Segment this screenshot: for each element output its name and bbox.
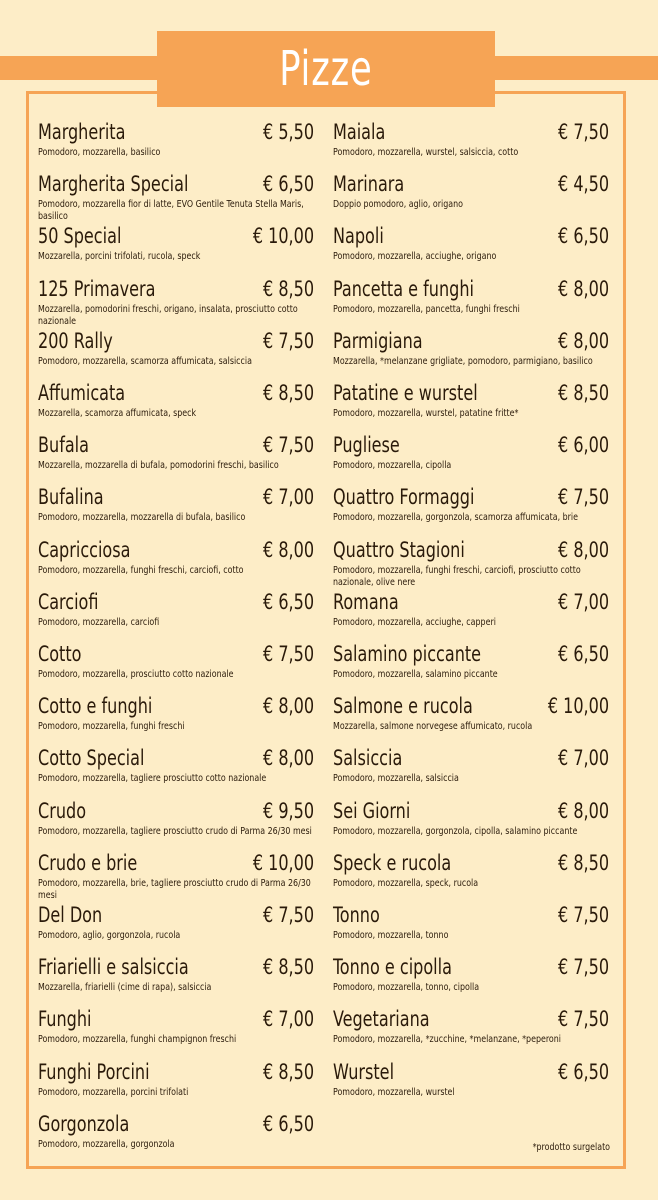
menu-item-price: € 6,50: [262, 589, 314, 614]
menu-item-header: [333, 380, 613, 407]
menu-item-price: € 7,00: [557, 589, 609, 614]
menu-item-description: Doppio pomodoro, aglio, origano: [333, 199, 463, 211]
menu-item-description: Pomodoro, mozzarella, salsiccia: [333, 773, 459, 785]
menu-item-header: [38, 641, 318, 668]
menu-item-header: [333, 798, 613, 825]
menu-item-price: € 6,50: [557, 224, 609, 249]
menu-item-description: Pomodoro, aglio, gorgonzola, rucola: [38, 930, 181, 941]
menu-item-price: € 9,50: [262, 798, 314, 823]
menu-item-description: Pomodoro, mozzarella fior di latte, EVO Gentile Tenuta Stella Maris, basilico: [38, 199, 304, 223]
menu-item-price: € 8,50: [262, 955, 314, 980]
page-title: Pizze: [279, 41, 373, 97]
menu-item-name: Carciofi: [38, 589, 99, 614]
menu-item-header: [38, 380, 318, 407]
menu-item-header: [333, 850, 613, 877]
menu-item-description: Pomodoro, mozzarella, brie, tagliere prosciutto crudo di Parma 26/30 mesi: [38, 877, 311, 901]
menu-item-header: [333, 1059, 613, 1086]
menu-item: [38, 537, 318, 577]
menu-item-name: Margherita: [38, 120, 126, 144]
menu-item-name: Cotto: [38, 642, 82, 666]
menu-item-price: € 7,50: [557, 1007, 609, 1032]
menu-item-price: € 8,00: [262, 694, 314, 719]
menu-item-name: Speck e rucola: [333, 850, 452, 875]
menu-item-header: [333, 223, 613, 250]
menu-item: [333, 484, 613, 524]
menu-item: [38, 850, 318, 902]
footnote: *prodotto surgelato: [532, 1142, 610, 1153]
menu-item: [38, 276, 318, 328]
menu-item-name: Tonno: [333, 903, 380, 927]
menu-item: [38, 902, 318, 942]
menu-item-description: Pomodoro, mozzarella, tonno: [333, 930, 449, 941]
menu-item-name: Crudo e brie: [38, 850, 138, 875]
menu-item-description: Mozzarella, salmone norvegese affumicato, rucola: [333, 721, 533, 733]
menu-item: [333, 328, 613, 368]
menu-item-header: [333, 1006, 613, 1033]
menu-item: [38, 589, 318, 629]
menu-item-header: [38, 119, 318, 146]
menu-item-description: Pomodoro, mozzarella, gorgonzola, cipolla, salamino piccante: [333, 825, 578, 837]
menu-item: [38, 1111, 318, 1151]
menu-item-name: Romana: [333, 589, 399, 614]
menu-item-description: Mozzarella, mozzarella di bufala, pomodorini freschi, basilico: [38, 460, 279, 472]
menu-item-description: Pomodoro, mozzarella, wurstel, patatine fritte*: [333, 408, 519, 419]
menu-item-header: [38, 1111, 318, 1138]
menu-item: [333, 745, 613, 785]
menu-item-description: Pomodoro, mozzarella, tagliere prosciutto crudo di Parma 26/30 mesi: [38, 825, 312, 837]
menu-item: [38, 171, 318, 223]
menu-item-price: € 7,50: [557, 120, 609, 144]
menu-item-description: Pomodoro, mozzarella, basilico: [38, 147, 161, 158]
menu-item-description: Mozzarella, scamorza affumicata, speck: [38, 408, 197, 419]
menu-item-name: Salmone e rucola: [333, 694, 473, 719]
menu-item-name: 125 Primavera: [38, 276, 156, 301]
menu-item-name: Quattro Formaggi: [333, 485, 475, 510]
menu-item-header: [333, 954, 613, 981]
menu-item-description: Pomodoro, mozzarella, wurstel: [333, 1086, 455, 1098]
menu-item-price: € 10,00: [252, 850, 314, 875]
menu-item-price: € 7,50: [262, 328, 314, 353]
menu-item: [38, 641, 318, 681]
menu-item: [333, 432, 613, 472]
menu-item: [333, 380, 613, 420]
menu-item-name: Tonno e cipolla: [333, 955, 452, 980]
menu-item: [333, 171, 613, 211]
menu-item-description: Pomodoro, mozzarella, funghi freschi: [38, 721, 185, 733]
menu-item-header: [38, 223, 318, 250]
menu-item: [333, 276, 613, 316]
menu-item-name: Pugliese: [333, 433, 400, 458]
menu-item-name: Sei Giorni: [333, 798, 411, 823]
menu-item-name: Cotto e funghi: [38, 694, 153, 719]
menu-item-description: Pomodoro, mozzarella, funghi freschi, carciofi, cotto: [38, 564, 244, 576]
menu-item-price: € 6,00: [557, 433, 609, 458]
menu-item-name: Marinara: [333, 172, 405, 197]
menu-item-header: [38, 1059, 318, 1086]
menu-item-description: Mozzarella, porcini trifolati, rucola, speck: [38, 251, 201, 263]
menu-item-header: [38, 589, 318, 616]
menu-item-description: Pomodoro, mozzarella, funghi champignon freschi: [38, 1034, 237, 1046]
menu-item-description: Pomodoro, mozzarella, wurstel, salsiccia, cotto: [333, 147, 519, 158]
menu-item-header: [333, 171, 613, 198]
menu-item: [38, 745, 318, 785]
menu-item-description: Pomodoro, mozzarella, salamino piccante: [333, 669, 498, 680]
menu-item-price: € 8,00: [557, 276, 609, 301]
menu-item-price: € 8,00: [557, 537, 609, 562]
menu-item-header: [38, 484, 318, 511]
menu-item-header: [38, 276, 318, 303]
menu-item-price: € 10,00: [547, 694, 609, 719]
menu-item-price: € 8,50: [557, 381, 609, 405]
menu-item-header: [38, 798, 318, 825]
menu-item-price: € 6,50: [557, 1059, 609, 1084]
menu-item-header: [38, 537, 318, 564]
menu-item-price: € 7,00: [262, 485, 314, 510]
menu-item-description: Pomodoro, mozzarella, speck, rucola: [333, 877, 479, 889]
menu-item: [333, 537, 613, 589]
menu-item-name: Funghi: [38, 1007, 92, 1032]
menu-item: [333, 798, 613, 838]
menu-item-name: Bufalina: [38, 485, 104, 510]
menu-item: [38, 954, 318, 994]
menu-item-header: [38, 171, 318, 198]
menu-item: [38, 1059, 318, 1099]
menu-item-description: Pomodoro, mozzarella, acciughe, origano: [333, 251, 497, 263]
menu-item: [333, 693, 613, 733]
menu-item-header: [333, 589, 613, 616]
menu-item-description: Pomodoro, mozzarella, funghi freschi, carciofi, prosciutto cotto nazionale, olive nere: [333, 564, 581, 588]
menu-item-name: Parmigiana: [333, 328, 423, 353]
menu-item-price: € 8,50: [262, 276, 314, 301]
menu-item-name: Margherita Special: [38, 172, 189, 197]
menu-item: [333, 954, 613, 994]
menu-item: [333, 223, 613, 263]
menu-item-price: € 8,50: [262, 381, 314, 405]
menu-item-header: [333, 119, 613, 146]
menu-item-name: Patatine e wurstel: [333, 381, 478, 405]
menu-item-header: [333, 902, 613, 929]
menu-item-header: [38, 954, 318, 981]
menu-item-description: Mozzarella, pomodorini freschi, origano, insalata, prosciutto cotto nazionale: [38, 303, 298, 327]
menu-item-description: Pomodoro, mozzarella, gorgonzola: [38, 1138, 175, 1150]
menu-item-price: € 8,00: [262, 746, 314, 771]
menu-item-price: € 10,00: [252, 224, 314, 249]
menu-item-price: € 8,00: [557, 798, 609, 823]
menu-item-price: € 7,50: [557, 955, 609, 980]
menu-item-name: Affumicata: [38, 381, 126, 405]
menu-item-description: Pomodoro, mozzarella, tonno, cipolla: [333, 982, 480, 994]
menu-item-name: Del Don: [38, 903, 103, 927]
menu-item-name: 50 Special: [38, 224, 122, 249]
menu-item-name: Capricciosa: [38, 537, 131, 562]
menu-item-price: € 5,50: [262, 120, 314, 144]
menu-item-header: [38, 432, 318, 459]
menu-item-price: € 8,00: [557, 328, 609, 353]
menu-item-description: Mozzarella, *melanzane grigliate, pomodoro, parmigiano, basilico: [333, 355, 593, 367]
menu-item-price: € 6,50: [557, 642, 609, 666]
menu-item-price: € 8,50: [262, 1059, 314, 1084]
menu-item-name: 200 Rally: [38, 328, 113, 353]
menu-item-price: € 7,00: [262, 1007, 314, 1032]
menu-item-name: Salsiccia: [333, 746, 403, 771]
menu-item-name: Crudo: [38, 798, 87, 823]
menu-item-name: Funghi Porcini: [38, 1059, 150, 1084]
menu-item-description: Pomodoro, mozzarella, mozzarella di bufala, basilico: [38, 512, 246, 524]
menu-item-name: Cotto Special: [38, 746, 145, 771]
menu-item-header: [38, 902, 318, 929]
menu-item-description: Mozzarella, friarielli (cime di rapa), salsiccia: [38, 982, 212, 994]
menu-item-description: Pomodoro, mozzarella, acciughe, capperi: [333, 616, 496, 628]
menu-item: [38, 328, 318, 368]
menu-item: [38, 1006, 318, 1046]
menu-item-description: Pomodoro, mozzarella, pancetta, funghi freschi: [333, 303, 520, 315]
menu-item-price: € 7,00: [557, 746, 609, 771]
menu-item: [333, 1059, 613, 1099]
menu-item: [38, 380, 318, 420]
menu-item: [333, 641, 613, 681]
menu-item-name: Salamino piccante: [333, 642, 482, 666]
menu-item-price: € 7,50: [262, 433, 314, 458]
menu-item-name: Bufala: [38, 433, 89, 458]
menu-item-header: [333, 641, 613, 668]
menu-item: [38, 432, 318, 472]
menu-item-name: Friarielli e salsiccia: [38, 955, 189, 980]
menu-item-name: Pancetta e funghi: [333, 276, 474, 301]
menu-item-header: [333, 745, 613, 772]
menu-item-price: € 7,50: [557, 485, 609, 510]
menu-item-price: € 4,50: [557, 172, 609, 197]
menu-item-price: € 7,50: [262, 903, 314, 927]
menu-item-header: [38, 693, 318, 720]
menu-item-price: € 8,00: [262, 537, 314, 562]
menu-item-name: Quattro Stagioni: [333, 537, 465, 562]
menu-item-price: € 7,50: [262, 642, 314, 666]
menu-item-name: Napoli: [333, 224, 384, 249]
menu-item-description: Pomodoro, mozzarella, prosciutto cotto nazionale: [38, 669, 234, 680]
menu-item: [333, 589, 613, 629]
menu-item-description: Pomodoro, mozzarella, carciofi: [38, 616, 160, 628]
menu-item-description: Pomodoro, mozzarella, cipolla: [333, 460, 452, 472]
menu-item-price: € 7,50: [557, 903, 609, 927]
menu-item-description: Pomodoro, mozzarella, scamorza affumicata, salsiccia: [38, 355, 252, 367]
menu-item: [38, 119, 318, 159]
menu-item: [38, 484, 318, 524]
menu-item: [38, 223, 318, 263]
menu-item-header: [38, 1006, 318, 1033]
menu-item-description: Pomodoro, mozzarella, *zucchine, *melanzane, *peperoni: [333, 1034, 561, 1046]
menu-item-header: [333, 276, 613, 303]
menu-item: [38, 798, 318, 838]
menu-item: [333, 119, 613, 159]
menu-item: [333, 850, 613, 890]
menu-item-description: Pomodoro, mozzarella, tagliere prosciutto cotto nazionale: [38, 773, 267, 785]
menu-item-header: [333, 484, 613, 511]
menu-item-header: [38, 850, 318, 877]
menu-item-header: [38, 745, 318, 772]
menu-item-name: Vegetariana: [333, 1007, 430, 1032]
menu-item-price: € 6,50: [262, 172, 314, 197]
menu-item: [38, 693, 318, 733]
menu-item-header: [333, 537, 613, 564]
menu-item-header: [38, 328, 318, 355]
menu-item-price: € 6,50: [262, 1111, 314, 1136]
menu-item-name: Wurstel: [333, 1059, 395, 1084]
menu-item-name: Maiala: [333, 120, 386, 144]
menu-item-description: Pomodoro, mozzarella, porcini trifolati: [38, 1086, 189, 1098]
menu-item-description: Pomodoro, mozzarella, gorgonzola, scamorza affumicata, brie: [333, 512, 578, 524]
menu-item-name: Gorgonzola: [38, 1111, 130, 1136]
menu-item: [333, 902, 613, 942]
menu-item-header: [333, 432, 613, 459]
menu-item: [333, 1006, 613, 1046]
menu-item-header: [333, 693, 613, 720]
menu-item-header: [333, 328, 613, 355]
menu-item-price: € 8,50: [557, 850, 609, 875]
